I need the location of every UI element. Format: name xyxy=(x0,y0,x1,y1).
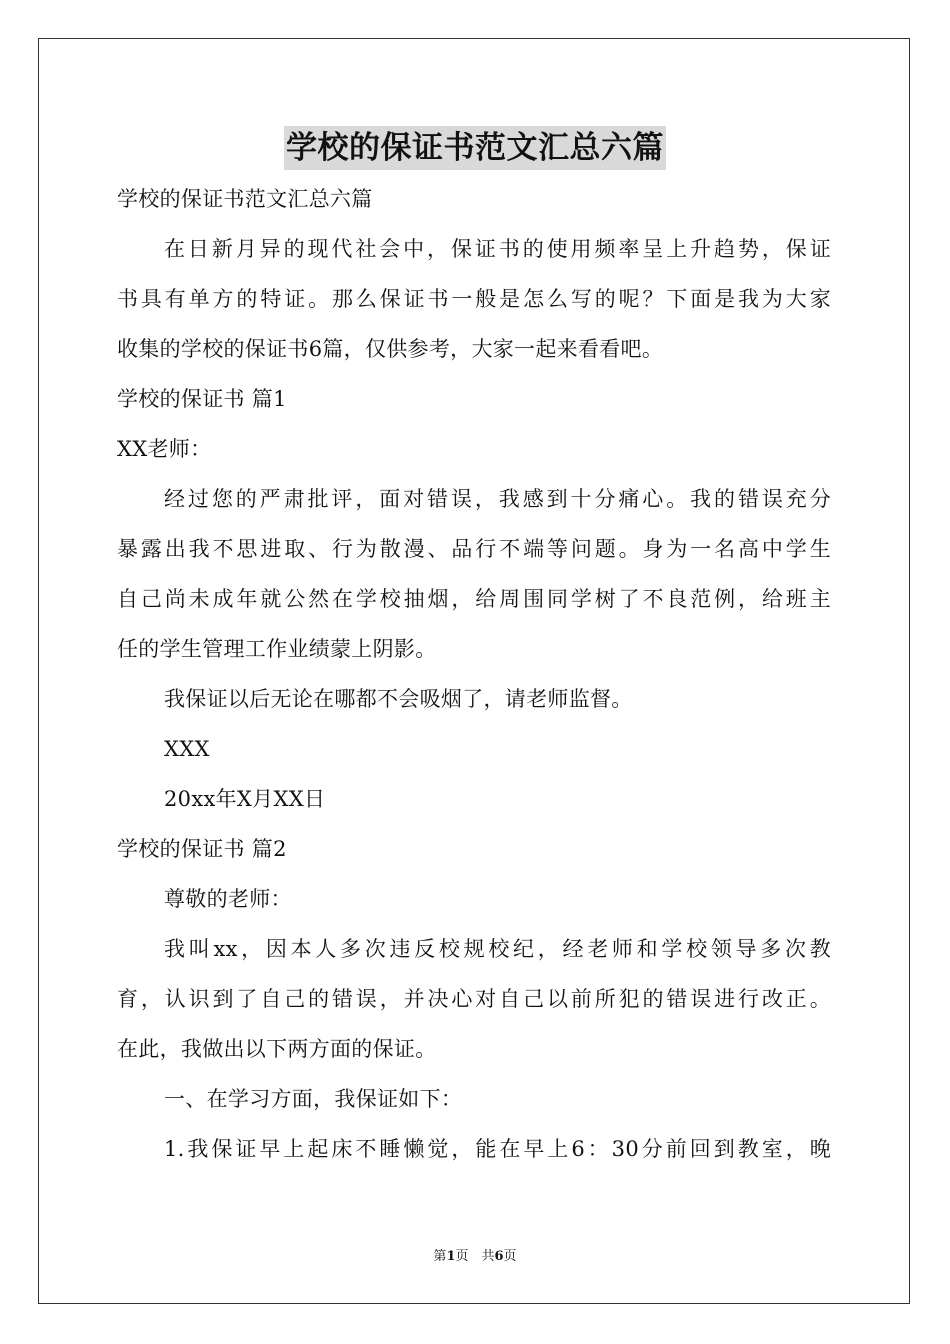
footer-page-current: 1 xyxy=(446,1249,456,1264)
page-footer xyxy=(0,1248,950,1266)
footer-prefix: 第 xyxy=(433,1249,447,1264)
title-container xyxy=(0,126,950,170)
paragraph-line: 我保证以后无论在哪都不会吸烟了，请老师监督。 xyxy=(164,687,633,711)
section-heading: 学校的保证书 篇1 xyxy=(117,387,287,411)
footer-page-total: 6 xyxy=(494,1249,504,1264)
salutation: 尊敬的老师： xyxy=(164,887,292,911)
signature-date: 20xx年X月XX日 xyxy=(164,787,326,811)
paragraph-line: 经过您的严肃批评，面对错误，我感到十分痛心。我的错误充分 xyxy=(164,487,831,511)
footer-mid: 页 共 xyxy=(455,1249,495,1264)
paragraph-line: 收集的学校的保证书6篇，仅供参考，大家一起来看看吧。 xyxy=(117,337,664,361)
list-item: 1.我保证早上起床不睡懒觉，能在早上6：30分前回到教室，晚 xyxy=(164,1137,831,1161)
paragraph-line: 任的学生管理工作业绩蒙上阴影。 xyxy=(117,637,437,661)
paragraph-line: 育，认识到了自己的错误，并决心对自己以前所犯的错误进行改正。 xyxy=(117,987,831,1011)
signature-name: XXX xyxy=(164,737,210,761)
footer-suffix: 页 xyxy=(503,1249,517,1264)
subtitle-line: 学校的保证书范文汇总六篇 xyxy=(117,187,373,211)
paragraph-line: 我叫xx，因本人多次违反校规校纪，经老师和学校领导多次教 xyxy=(164,937,831,961)
paragraph-line: 在日新月异的现代社会中，保证书的使用频率呈上升趋势，保证 xyxy=(164,237,831,261)
document-title: 学校的保证书范文汇总六篇 xyxy=(284,126,666,170)
paragraph-line: 书具有单方的特证。那么保证书一般是怎么写的呢？下面是我为大家 xyxy=(117,287,831,311)
paragraph-line: 自己尚未成年就公然在学校抽烟，给周围同学树了不良范例，给班主 xyxy=(117,587,831,611)
page-border xyxy=(38,38,910,1304)
list-heading: 一、在学习方面，我保证如下： xyxy=(164,1087,463,1111)
paragraph-line: 在此，我做出以下两方面的保证。 xyxy=(117,1037,437,1061)
section-heading: 学校的保证书 篇2 xyxy=(117,837,287,861)
paragraph-line: 暴露出我不思进取、行为散漫、品行不端等问题。身为一名高中学生 xyxy=(117,537,831,561)
salutation: XX老师： xyxy=(117,437,212,461)
